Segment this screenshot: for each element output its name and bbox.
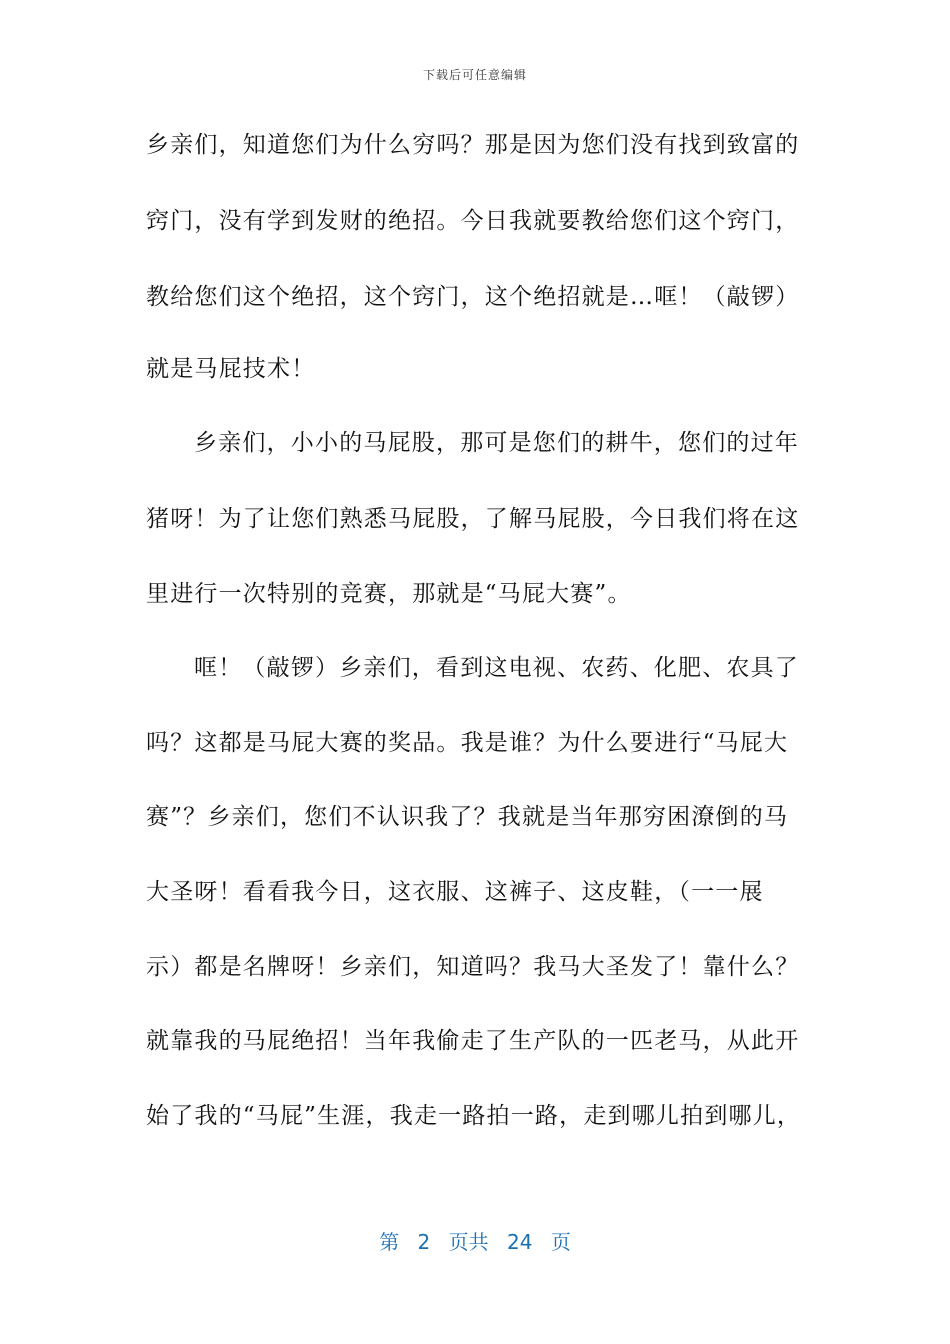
body-line: 乡亲们，小小的马屁股，那可是您们的耕牛，您们的过年 bbox=[194, 430, 799, 456]
body-line: 大圣呀！看看我今日，这衣服、这裤子、这皮鞋，（一一展 bbox=[146, 879, 764, 905]
body-line: 赛”？乡亲们，您们不认识我了？我就是当年那穷困潦倒的马 bbox=[146, 804, 789, 830]
body-line: 乡亲们，知道您们为什么穷吗？那是因为您们没有找到致富的 bbox=[146, 132, 800, 158]
body-line: 就靠我的马屁绝招！当年我偷走了生产队的一匹老马，从此开 bbox=[146, 1028, 800, 1054]
body-line: 示）都是名牌呀！乡亲们，知道吗？我马大圣发了！靠什么？ bbox=[146, 954, 800, 980]
body-line: 里进行一次特别的竞赛，那就是“马屁大赛”。 bbox=[146, 581, 632, 607]
body-line: 窍门，没有学到发财的绝招。今日我就要教给您们这个窍门， bbox=[146, 208, 800, 234]
footer-prefix: 第 bbox=[379, 1230, 400, 1254]
footer-middle: 页共 bbox=[448, 1230, 489, 1254]
body-line: 吗？这都是马屁大赛的奖品。我是谁？为什么要进行“马屁大 bbox=[146, 730, 789, 756]
page-header: 下载后可任意编辑 bbox=[422, 68, 527, 82]
body-line: 就是马屁技术！ bbox=[146, 356, 316, 382]
total-pages: 24 bbox=[507, 1230, 533, 1254]
page-footer bbox=[0, 1226, 950, 1255]
footer-suffix: 页 bbox=[550, 1230, 571, 1254]
body-line: 始了我的“马屁”生涯，我走一路拍一路，走到哪儿拍到哪儿， bbox=[146, 1103, 802, 1129]
body-line: 哐！（敲锣）乡亲们，看到这电视、农药、化肥、农具了 bbox=[194, 655, 799, 681]
current-page-number: 2 bbox=[417, 1230, 431, 1254]
body-line: 猪呀！为了让您们熟悉马屁股，了解马屁股，今日我们将在这 bbox=[146, 506, 800, 532]
body-line: 教给您们这个绝招，这个窍门，这个绝招就是…哐！（敲锣） bbox=[146, 284, 800, 310]
